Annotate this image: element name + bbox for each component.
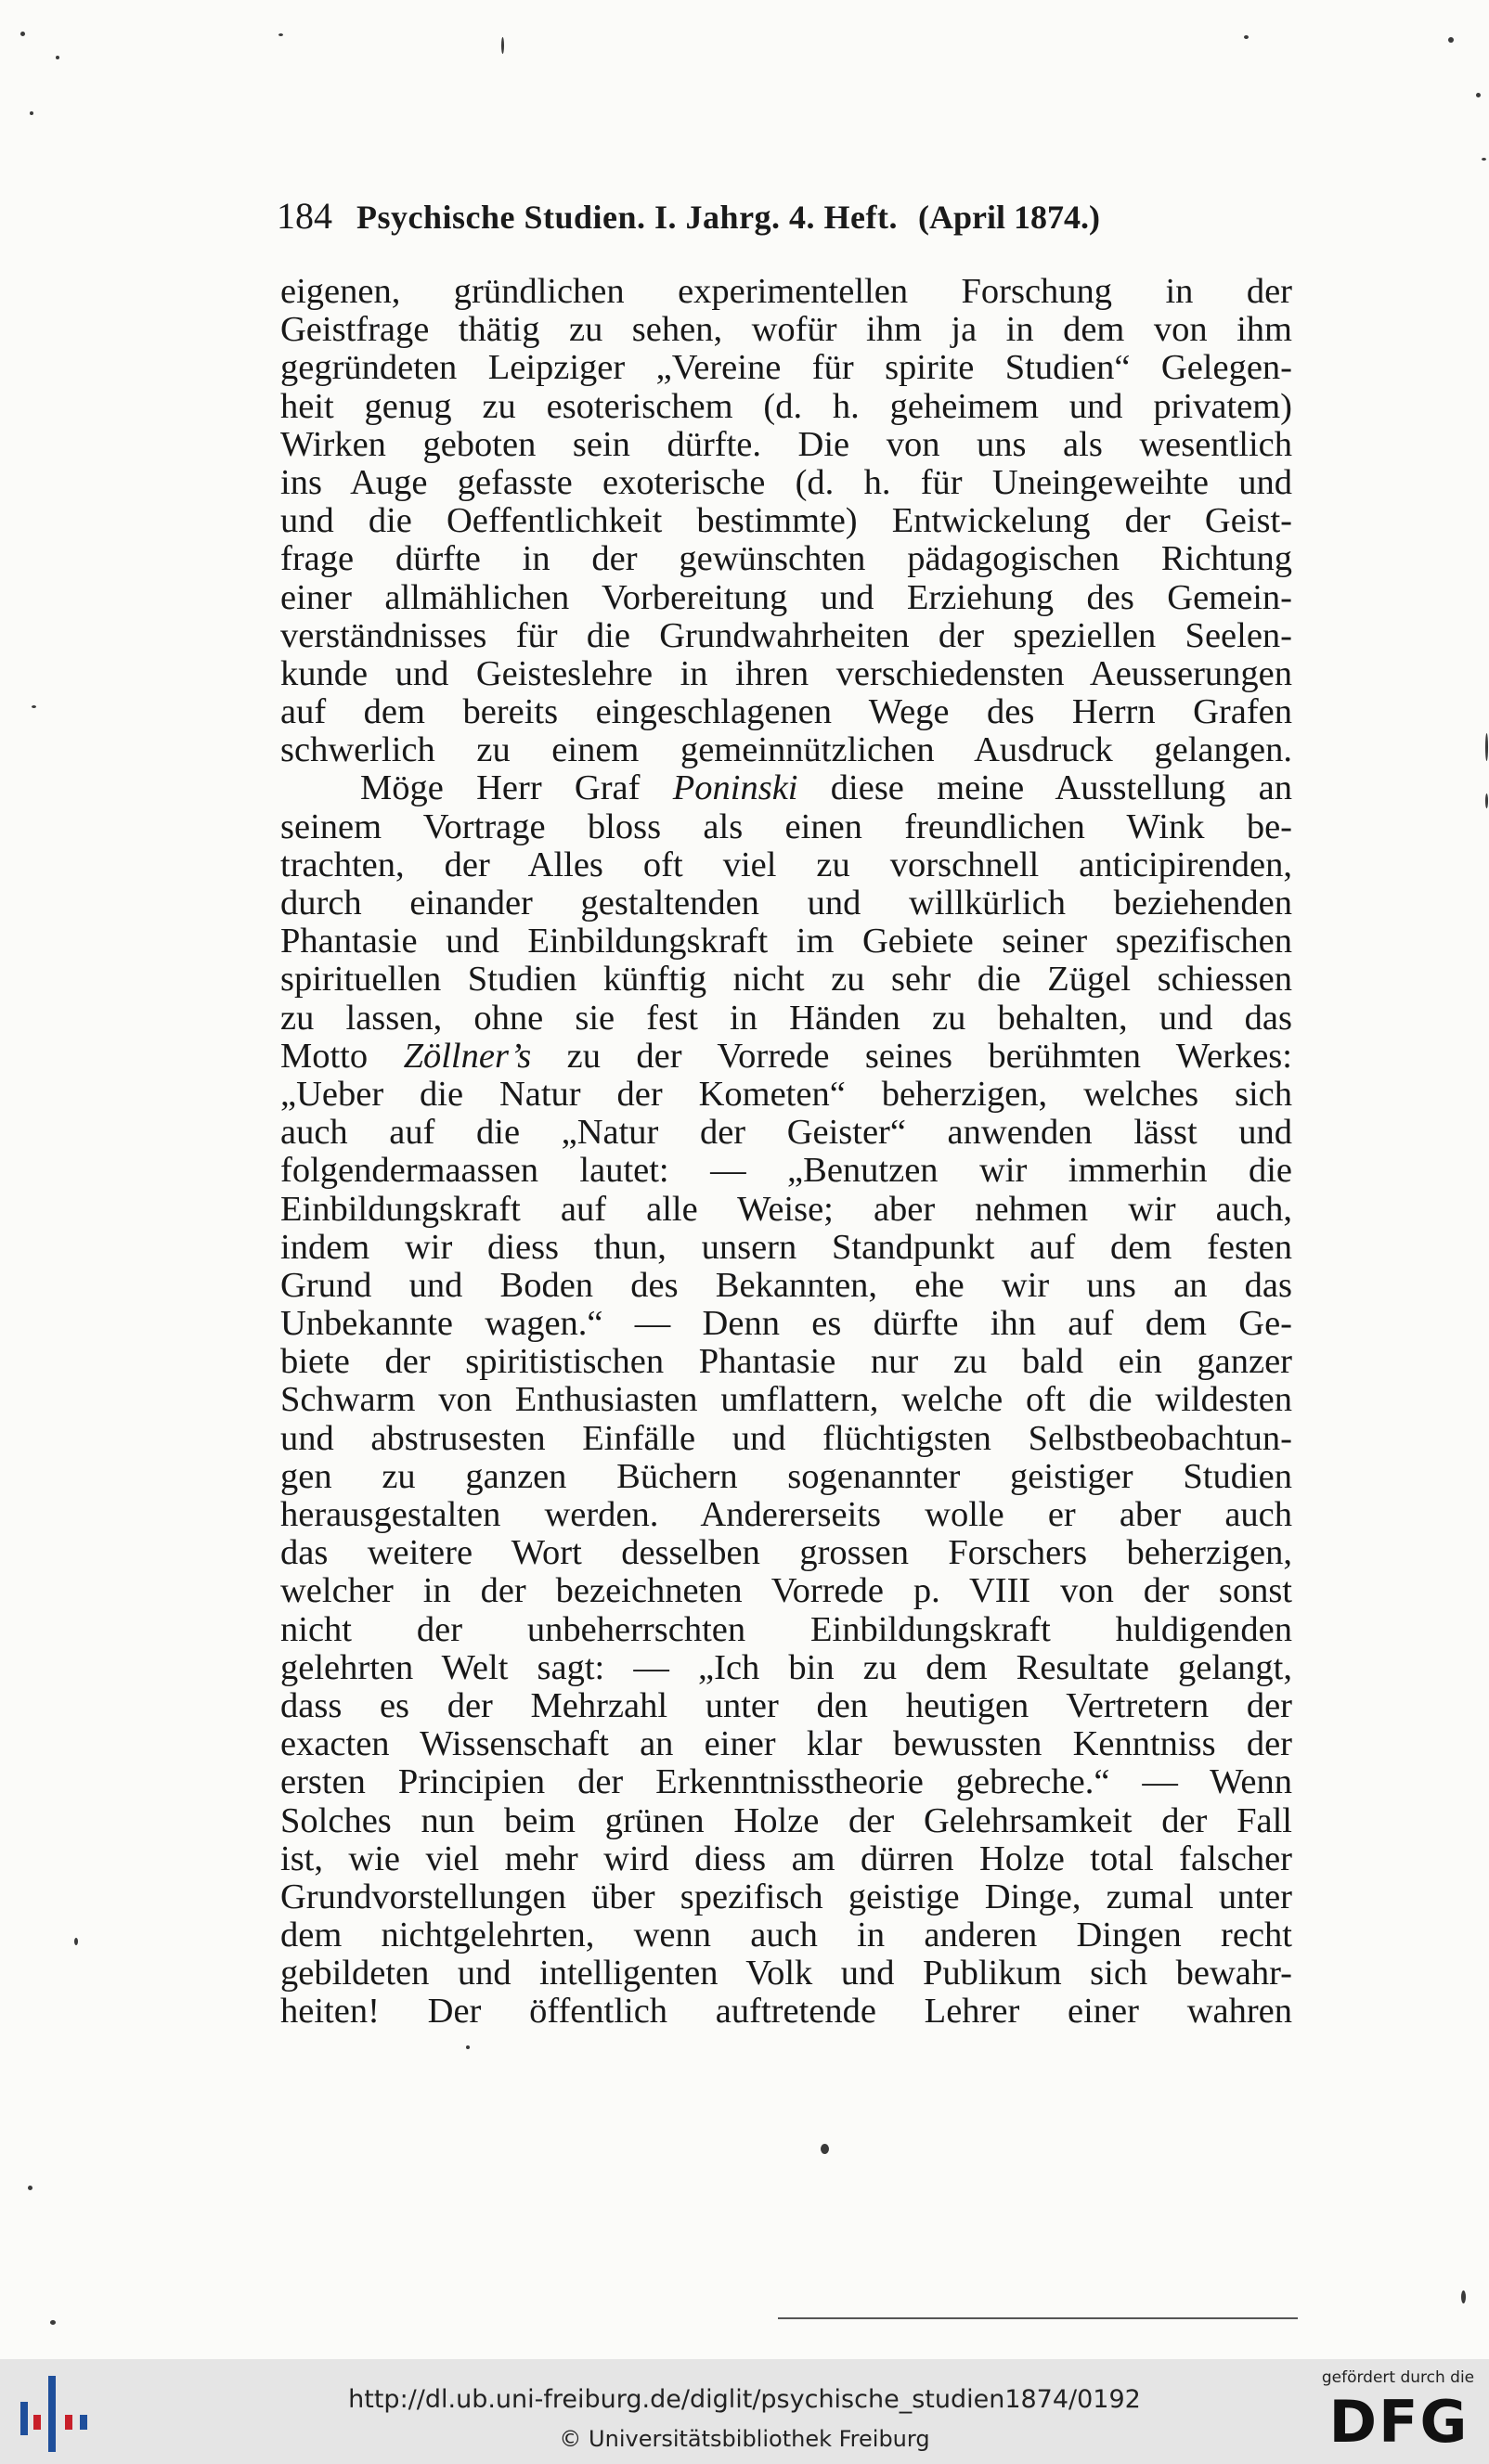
text-line: ersten Principien der Erkenntnisstheorie gebreche.“ — Wenn [280, 1763, 1292, 1802]
text-line: indem wir diess thun, unsern Standpunkt auf dem festen [280, 1228, 1292, 1267]
text-line: kunde und Geisteslehre in ihren verschiedensten Aeusserungen [280, 654, 1292, 693]
bottom-rule [778, 2317, 1298, 2319]
text-line: gen zu ganzen Büchern sogenannter geistiger Studien [280, 1457, 1292, 1496]
scan-speck [1461, 2290, 1466, 2303]
body-text [280, 273, 1292, 2032]
text-line: auf dem bereits eingeschlagenen Wege des Herrn Grafen [280, 693, 1292, 732]
scan-speck [50, 2320, 56, 2325]
scan-speck [1476, 93, 1481, 97]
scan-speck [1244, 35, 1249, 39]
scan-speck [1482, 158, 1486, 161]
text-line: durch einander gestaltenden und willkürlich beziehenden [280, 884, 1292, 922]
scan-speck [501, 37, 504, 54]
text-line: dass es der Mehrzahl unter den heutigen Vertretern der [280, 1686, 1292, 1725]
text-line: „Ueber die Natur der Kometen“ beherzigen, welches sich [280, 1075, 1292, 1114]
text-line: Geistfrage thätig zu sehen, wofür ihm ja in dem von ihm [280, 311, 1292, 350]
dfg-tagline: gefördert durch die [1321, 2368, 1475, 2387]
text-line: Unbekannte wagen.“ — Denn es dürfte ihn auf dem Ge- [280, 1305, 1292, 1344]
text-line: und die Oeffentlichkeit bestimmte) Entwickelung der Geist- [280, 502, 1292, 541]
text-line: ins Auge gefasste exoterische (d. h. für Uneingeweihte und [280, 463, 1292, 502]
issue-date: (April 1874.) [918, 199, 1100, 236]
scan-speck [466, 2045, 470, 2049]
text-line: nicht der unbeherrschten Einbildungskraft huldigenden [280, 1610, 1292, 1649]
scan-speck [821, 2144, 829, 2154]
text-line: heit genug zu esoterischem (d. h. geheimem und privatem) [280, 387, 1292, 426]
scan-speck [1448, 37, 1454, 43]
text-line: einer allmählichen Vorbereitung und Erziehung des Gemein- [280, 578, 1292, 617]
page-number: 184 [277, 195, 332, 237]
source-url[interactable]: http://dl.ub.uni-freiburg.de/diglit/psychische_studien1874/0192 [348, 2385, 1141, 2414]
text-line: Solches nun beim grünen Holze der Gelehrsamkeit der Fall [280, 1801, 1292, 1840]
copyright-notice: © Universitätsbibliothek Freiburg [559, 2426, 930, 2452]
text-line: herausgestalten werden. Andererseits wolle er aber auch [280, 1496, 1292, 1534]
dfg-funding-logo [1316, 2368, 1480, 2458]
text-line: schwerlich zu einem gemeinnützlichen Ausdruck gelangen. [280, 731, 1292, 770]
text-line: spirituellen Studien künftig nicht zu sehr die Zügel schiessen [280, 961, 1292, 1000]
text-line: ist, wie viel mehr wird diess am dürren Holze total falscher [280, 1839, 1292, 1878]
text-line: folgendermaassen lautet: — „Benutzen wir immerhin die [280, 1152, 1292, 1191]
text-line: Grundvorstellungen über spezifisch geistige Dinge, zumal unter [280, 1877, 1292, 1916]
text-line: frage dürfte in der gewünschten pädagogischen Richtung [280, 540, 1292, 579]
text-line: Wirken geboten sein dürfte. Die von uns als wesentlich [280, 425, 1292, 464]
scan-speck [28, 2186, 32, 2190]
dfg-logo-icon: DFG [1328, 2388, 1470, 2456]
text-line: gegründeten Leipziger „Vereine für spirite Studien“ Gelegen- [280, 349, 1292, 388]
scan-speck [32, 705, 36, 708]
library-footer [0, 2359, 1489, 2464]
scan-speck [278, 33, 283, 36]
text-line: Grund und Boden des Bekannten, ehe wir uns an das [280, 1266, 1292, 1305]
text-line: welcher in der bezeichneten Vorrede p. VIII von der sonst [280, 1572, 1292, 1611]
scan-speck [20, 32, 25, 36]
text-line: exacten Wissenschaft an einer klar bewussten Kenntniss der [280, 1725, 1292, 1764]
text-line: dem nichtgelehrten, wenn auch in anderen Dingen recht [280, 1916, 1292, 1955]
text-line: zu lassen, ohne sie fest in Händen zu behalten, und das [280, 999, 1292, 1038]
running-title: Psychische Studien. I. Jahrg. 4. Heft. [356, 199, 899, 236]
scan-speck [30, 111, 33, 115]
text-line: gelehrten Welt sagt: — „Ich bin zu dem Resultate gelangt, [280, 1648, 1292, 1687]
text-line: verständnisses für die Grundwahrheiten der speziellen Seelen- [280, 616, 1292, 655]
text-line: biete der spiritistischen Phantasie nur zu bald ein ganzer [280, 1343, 1292, 1382]
text-line: trachten, der Alles oft viel zu vorschnell anticipirenden, [280, 845, 1292, 884]
scan-speck [1485, 793, 1488, 808]
text-line: Schwarm von Enthusiasten umflattern, welche oft die wildesten [280, 1381, 1292, 1420]
text-line: eigenen, gründlichen experimentellen Forschung in der [280, 273, 1292, 311]
text-line: Motto Zöllner’s zu der Vorrede seines berühmten Werkes: [280, 1037, 1292, 1076]
text-line: Phantasie und Einbildungskraft im Gebiete seiner spezifischen [280, 922, 1292, 961]
scan-speck [1485, 733, 1488, 761]
text-line: heiten! Der öffentlich auftretende Lehrer einer wahren [280, 1993, 1292, 2032]
text-line: das weitere Wort desselben grossen Forschers beherzigen, [280, 1534, 1292, 1573]
running-header [277, 191, 1294, 241]
text-line: auch auf die „Natur der Geister“ anwenden lässt und [280, 1114, 1292, 1153]
text-line: und abstrusesten Einfälle und flüchtigsten Selbstbeobachtun- [280, 1419, 1292, 1458]
text-line: gebildeten und intelligenten Volk und Publikum sich bewahr- [280, 1954, 1292, 1993]
scan-speck [74, 1938, 78, 1945]
text-line: Möge Herr Graf Poninski diese meine Ausstellung an [360, 769, 1292, 808]
scan-speck [56, 56, 59, 59]
text-line: seinem Vortrage bloss als einen freundlichen Wink be- [280, 807, 1292, 846]
text-line: Einbildungskraft auf alle Weise; aber nehmen wir auch, [280, 1190, 1292, 1229]
